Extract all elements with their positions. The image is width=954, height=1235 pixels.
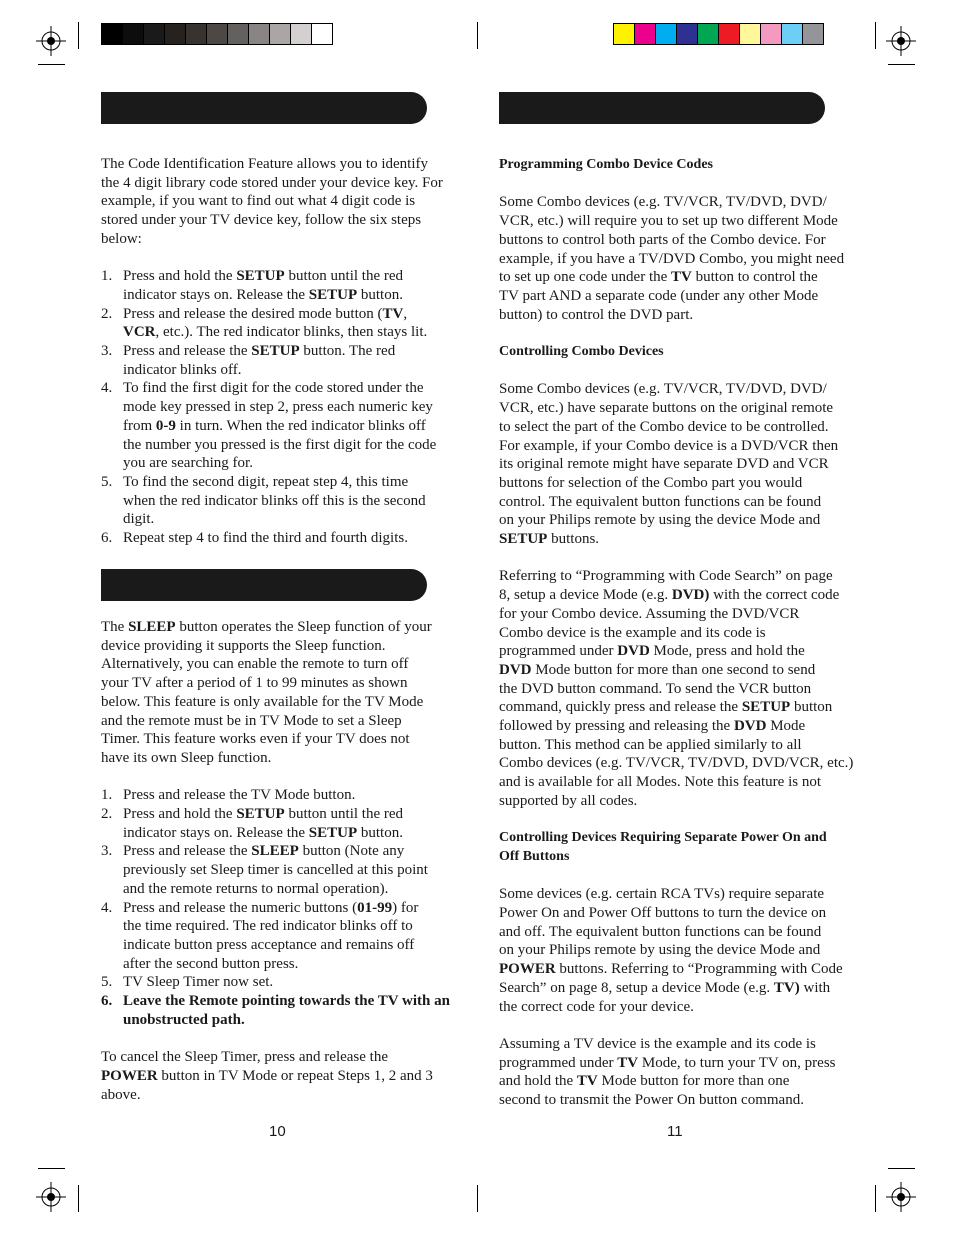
sleep-steps (101, 786, 461, 1029)
text-line: for your Combo device. Assuming the DVD/VCR (499, 605, 800, 622)
text-line: indicator stays on. Release the SETUP button. (123, 824, 403, 841)
calibration-swatch (144, 24, 165, 44)
text-line: on your Philips remote by using the device Mode and (499, 942, 821, 959)
step-number: 4. (101, 380, 113, 397)
text-line: Some devices (e.g. certain RCA TVs) require separate (499, 886, 825, 903)
calibration-swatch (312, 24, 332, 44)
heading-separate-power (499, 829, 859, 866)
text-line: Press and release the SLEEP button (Note any (123, 843, 405, 860)
bold-term: Leave the Remote pointing towards the TV with an (123, 993, 450, 1010)
text-line: indicate button press acceptance and remains off (123, 936, 415, 953)
trim-line (78, 1185, 79, 1212)
text-line: Press and release the numeric buttons (01-99) for (123, 899, 419, 916)
step-item (101, 973, 461, 992)
calibration-swatch (719, 24, 740, 44)
text-line: previously set Sleep timer is cancelled at this point (123, 862, 428, 879)
text-line: The SLEEP button operates the Sleep function of your (101, 619, 432, 635)
text-line (123, 1011, 461, 1030)
registration-mark-top-left-icon (36, 26, 66, 56)
step-number: 5. (101, 473, 113, 490)
text-line: Power On and Power Off buttons to turn the device on (499, 905, 827, 922)
grayscale-calibration-bar (101, 23, 333, 45)
bold-term: TV (576, 1073, 598, 1090)
bold-term: TV (382, 305, 404, 322)
text-line: programmed under TV Mode, to turn your TV on, press (499, 1054, 836, 1071)
calibration-swatch (803, 24, 823, 44)
text-line: the 4 digit library code stored under your device key. For (101, 174, 443, 191)
text-line: Repeat step 4 to find the third and fourth digits. (123, 530, 408, 547)
text-line: device providing it supports the Sleep function. (101, 637, 386, 654)
text-line: TV part AND a separate code (under any other Mode (499, 287, 819, 304)
step-number: 1. (101, 268, 113, 285)
bold-term: DVD (617, 643, 650, 660)
color-calibration-bar (613, 23, 824, 45)
calibration-swatch (249, 24, 270, 44)
code-identification-section (101, 155, 461, 548)
text-line: the time required. The red indicator blinks off to (123, 918, 413, 935)
sleep-intro (101, 618, 461, 768)
text-line: its original remote might have separate DVD and VCR (499, 456, 829, 473)
text-line: you are searching for. (123, 455, 253, 472)
text-line: TV Sleep Timer now set. (123, 974, 274, 991)
text-line: Press and release the desired mode button (TV, (123, 305, 408, 322)
bold-term: SETUP (236, 806, 285, 823)
text-line: Timer. This feature works even if your TV does not (101, 731, 410, 748)
text-line: Some Combo devices (e.g. TV/VCR, TV/DVD, DVD/ (499, 381, 827, 398)
trim-line (38, 1168, 65, 1169)
text-line (123, 992, 461, 1011)
text-line: to set up one code under the TV button to control the (499, 269, 818, 286)
bold-term: TV) (773, 979, 800, 996)
paragraph-controlling-combo (499, 380, 859, 548)
combo-devices-section (499, 156, 859, 1110)
text-line: The Code Identification Feature allows you to identify (101, 156, 428, 172)
step-number: 3. (101, 843, 113, 860)
text-line: indicator stays on. Release the SETUP button. (123, 286, 403, 303)
bold-term: unobstructed path. (123, 1011, 245, 1028)
text-line: To find the second digit, repeat step 4, this time (123, 473, 409, 490)
bold-term: DVD (733, 718, 767, 735)
text-line: 8, setup a device Mode (e.g. DVD) with the correct code (499, 587, 840, 604)
calibration-swatch (207, 24, 228, 44)
paragraph-tv-power-on (499, 1035, 859, 1110)
calibration-swatch (782, 24, 803, 44)
code-identification-intro (101, 155, 461, 249)
text-line: POWER button in TV Mode or repeat Steps 1, 2 and 3 (101, 1067, 433, 1084)
calibration-swatch (677, 24, 698, 44)
bold-term: SETUP (236, 268, 285, 285)
bold-term: SETUP (308, 286, 358, 303)
bold-term: SLEEP (128, 619, 176, 635)
trim-line (875, 22, 876, 49)
text-line: after the second button press. (123, 955, 299, 972)
sleep-cancel-text (101, 1048, 461, 1104)
step-number: 5. (101, 974, 113, 991)
text-line: have its own Sleep function. (101, 749, 272, 766)
calibration-swatch (635, 24, 656, 44)
step-item (101, 342, 461, 379)
text-line: to select the part of the Combo device to be controlled. (499, 418, 829, 435)
trim-line (38, 64, 65, 65)
trim-line (875, 1185, 876, 1212)
step-item (101, 473, 461, 529)
page-number-right: 11 (667, 1123, 683, 1140)
text-line: Press and release the TV Mode button. (123, 787, 356, 804)
bold-term: SETUP (741, 699, 791, 716)
bold-term: DVD (499, 661, 532, 678)
section-header-bar (101, 569, 427, 601)
text-line: SETUP buttons. (499, 531, 600, 548)
text-line: control. The equivalent button functions can be found (499, 493, 822, 510)
bold-term: SETUP (308, 824, 358, 841)
paragraph-separate-power (499, 885, 859, 1016)
trim-line (888, 1168, 915, 1169)
step-item (101, 267, 461, 304)
text-line: from 0-9 in turn. When the red indicator blinks off (123, 417, 426, 434)
text-line: Press and hold the SETUP button until the red (123, 806, 404, 823)
text-line: button) to control the DVD part. (499, 306, 694, 323)
text-line: Press and release the SETUP button. The red (123, 343, 396, 360)
text-line: Off Buttons (499, 848, 570, 864)
step-item (101, 805, 461, 842)
step-number: 2. (101, 305, 113, 322)
text-line: stored under your TV device key, follow the six steps (101, 212, 422, 229)
step-number: 2. (101, 806, 113, 823)
step-item (101, 992, 461, 1029)
text-line: and the remote returns to normal operation). (123, 880, 389, 897)
registration-mark-bottom-left-icon (36, 1182, 66, 1212)
text-line: VCR, etc.) have separate buttons on the original remote (499, 400, 834, 417)
text-line: indicator blinks off. (123, 361, 242, 378)
bold-term: 0-9 (155, 417, 176, 434)
text-line: Combo devices (e.g. TV/VCR, TV/DVD, DVD/VCR, etc.) (499, 755, 854, 772)
text-line: Some Combo devices (e.g. TV/VCR, TV/DVD, DVD/ (499, 194, 827, 211)
text-line: example, if you want to find out what 4 digit code is (101, 193, 416, 210)
calibration-swatch (761, 24, 782, 44)
paragraph-programming-combo (499, 193, 859, 324)
step-item (101, 379, 461, 473)
text-line: the DVD button command. To send the VCR button (499, 680, 812, 697)
bold-term: SETUP (251, 343, 300, 360)
calibration-swatch (228, 24, 249, 44)
step-item (101, 786, 461, 805)
text-line: and the remote must be in TV Mode to set a Sleep (101, 712, 402, 729)
heading-controlling-combo: Controlling Combo Devices (499, 344, 664, 359)
step-number: 1. (101, 787, 113, 804)
step-number: 6. (101, 993, 113, 1010)
text-line: below. This feature is only available for the TV Mode (101, 693, 424, 710)
calibration-swatch (614, 24, 635, 44)
text-line: POWER buttons. Referring to “Programming with Code (499, 961, 843, 978)
bold-term: DVD) (671, 587, 710, 604)
calibration-swatch (698, 24, 719, 44)
text-line: example, if you have a TV/DVD Combo, you might need (499, 250, 845, 267)
text-line: above. (101, 1086, 141, 1103)
bold-term: SETUP (499, 531, 548, 548)
step-number: 4. (101, 899, 113, 916)
text-line: Alternatively, you can enable the remote to turn off (101, 656, 409, 673)
section-header-bar (499, 92, 825, 124)
heading-programming-combo: Programming Combo Device Codes (499, 157, 713, 172)
calibration-swatch (123, 24, 144, 44)
trim-line (477, 22, 478, 49)
text-line: VCR, etc.) will require you to set up two different Mode (499, 213, 838, 230)
text-line: Controlling Devices Requiring Separate Power On and (499, 830, 827, 846)
text-line: programmed under DVD Mode, press and hold the (499, 643, 805, 660)
text-line: Referring to “Programming with Code Search” on page (499, 568, 833, 585)
text-line: the number you pressed is the first digit for the code (123, 436, 437, 453)
step-item (101, 305, 461, 342)
registration-mark-top-right-icon (886, 26, 916, 56)
bold-term: POWER (499, 961, 556, 978)
section-header-bar (101, 92, 427, 124)
step-item (101, 529, 461, 548)
text-line: your TV after a period of 1 to 99 minutes as shown (101, 675, 408, 692)
code-identification-steps (101, 267, 461, 548)
trim-line (888, 64, 915, 65)
step-number: 3. (101, 343, 113, 360)
trim-line (78, 22, 79, 49)
text-line: second to transmit the Power On button command. (499, 1092, 804, 1109)
bold-term: VCR (123, 324, 156, 341)
calibration-swatch (165, 24, 186, 44)
trim-line (477, 1185, 478, 1212)
text-line: VCR, etc.). The red indicator blinks, then stays lit. (123, 324, 428, 341)
text-line: buttons for selection of the Combo part you would (499, 474, 803, 491)
text-line: DVD Mode button for more than one second to send (499, 661, 816, 678)
text-line: supported by all codes. (499, 792, 638, 809)
text-line: Combo device is the example and its code is (499, 624, 766, 641)
text-line: buttons to control both parts of the Combo device. For (499, 231, 826, 248)
text-line: To find the first digit for the code stored under the (123, 380, 424, 397)
step-item (101, 842, 461, 898)
text-line: To cancel the Sleep Timer, press and release the (101, 1049, 389, 1066)
calibration-swatch (186, 24, 207, 44)
text-line: and hold the TV Mode button for more than one (499, 1073, 790, 1090)
sleep-section (101, 618, 461, 1104)
text-line: Press and hold the SETUP button until the red (123, 268, 404, 285)
registration-mark-bottom-right-icon (886, 1182, 916, 1212)
text-line: the correct code for your device. (499, 998, 694, 1015)
text-line: Search” on page 8, setup a device Mode (e.g. TV) with (499, 979, 831, 996)
text-line: and is available for all Modes. Note this feature is not (499, 774, 821, 791)
step-number: 6. (101, 530, 113, 547)
text-line: on your Philips remote by using the device Mode and (499, 512, 821, 529)
calibration-swatch (270, 24, 291, 44)
text-line: below: (101, 230, 142, 247)
bold-term: SLEEP (251, 843, 299, 860)
bold-term: 01-99 (357, 899, 393, 916)
paragraph-code-search-combo (499, 567, 859, 810)
text-line: when the red indicator blinks off this is the second (123, 492, 426, 509)
text-line: For example, if your Combo device is a DVD/VCR then (499, 437, 839, 454)
calibration-swatch (740, 24, 761, 44)
text-line: followed by pressing and releasing the DVD Mode (499, 718, 806, 735)
text-line: digit. (123, 511, 155, 528)
bold-term: TV (617, 1054, 639, 1071)
bold-term: POWER (101, 1067, 158, 1084)
text-line: and off. The equivalent button functions can be found (499, 923, 822, 940)
bold-term: TV (671, 269, 692, 286)
calibration-swatch (656, 24, 677, 44)
calibration-swatch (291, 24, 312, 44)
step-item (101, 899, 461, 974)
page-number-left: 10 (269, 1123, 286, 1140)
text-line: Assuming a TV device is the example and its code is (499, 1035, 816, 1052)
text-line: mode key pressed in step 2, press each numeric key (123, 399, 433, 416)
text-line: button. This method can be applied similarly to all (499, 736, 802, 753)
text-line: command, quickly press and release the SETUP button (499, 699, 833, 716)
calibration-swatch (102, 24, 123, 44)
